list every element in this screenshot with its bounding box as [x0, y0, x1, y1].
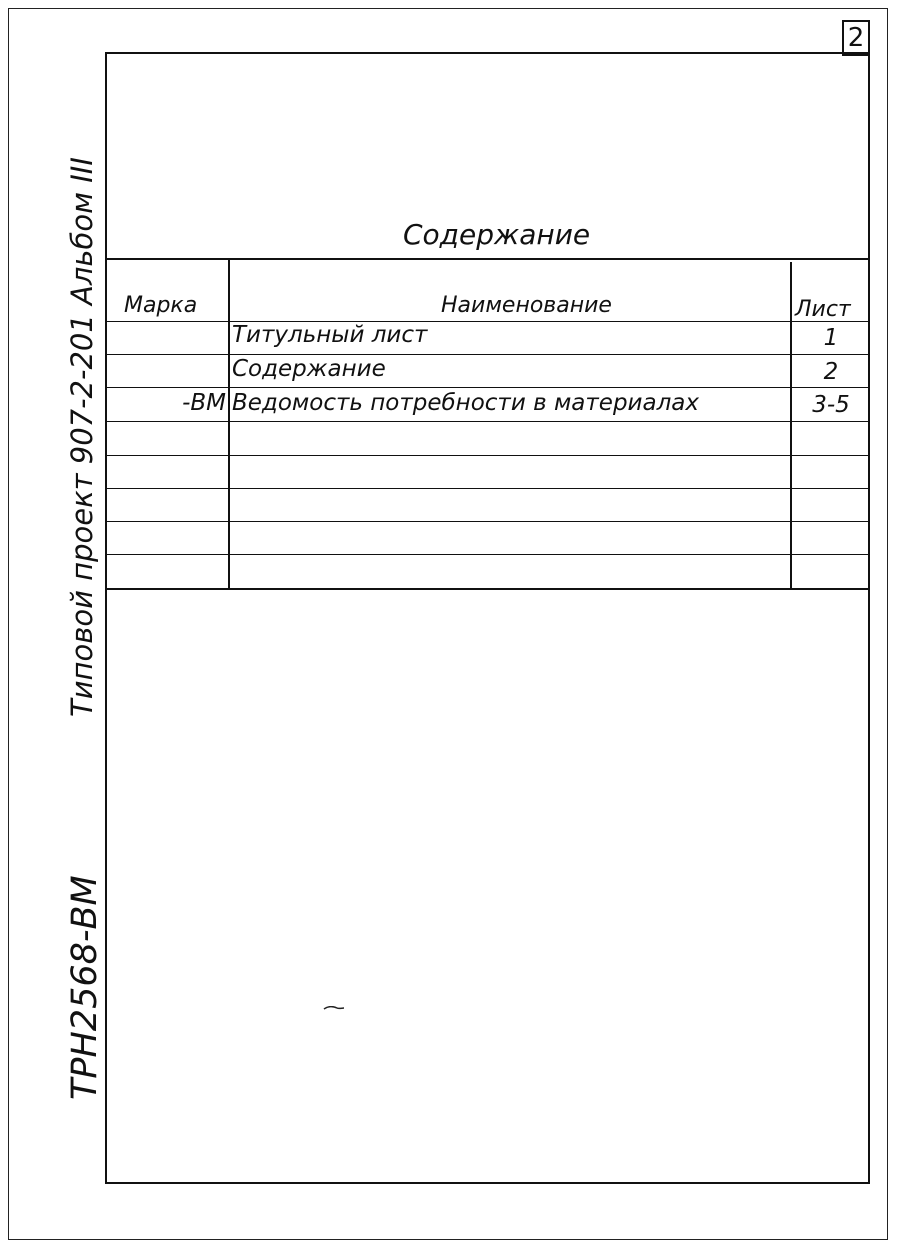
header-mark: Марка [124, 293, 198, 318]
table-row-sheet: 3-5 [812, 392, 850, 418]
table-header-line [105, 321, 870, 322]
table-row-line [105, 554, 870, 555]
side-label-document-code: ТРН2568-ВМ [65, 875, 105, 1100]
table-col-divider [228, 258, 230, 588]
contents-title: Содержание [403, 218, 591, 251]
table-row-line [105, 387, 870, 388]
table-row-sheet: 1 [823, 325, 839, 351]
table-row-name: Ведомость потребности в материалах [232, 390, 699, 416]
table-row-mark: -ВМ [182, 390, 226, 416]
table-top-line [105, 258, 870, 260]
table-row-name: Титульный лист [232, 322, 428, 348]
table-bottom-line [105, 588, 870, 590]
header-name: Наименование [441, 293, 612, 318]
table-row-name: Содержание [232, 356, 386, 382]
table-row-line [105, 354, 870, 355]
sheet-number: 2 [847, 23, 865, 53]
sheet-number-box [842, 20, 870, 56]
table-row-line [105, 521, 870, 522]
ink-smudge [323, 1006, 345, 1010]
table-col-divider [790, 262, 792, 588]
table-row-line [105, 488, 870, 489]
table-row-line [105, 421, 870, 422]
table-row-line [105, 455, 870, 456]
side-label-project: Типовой проект 907-2-201 Альбом III [65, 157, 99, 717]
table-row-sheet: 2 [823, 359, 839, 385]
header-sheet: Лист [795, 297, 851, 322]
